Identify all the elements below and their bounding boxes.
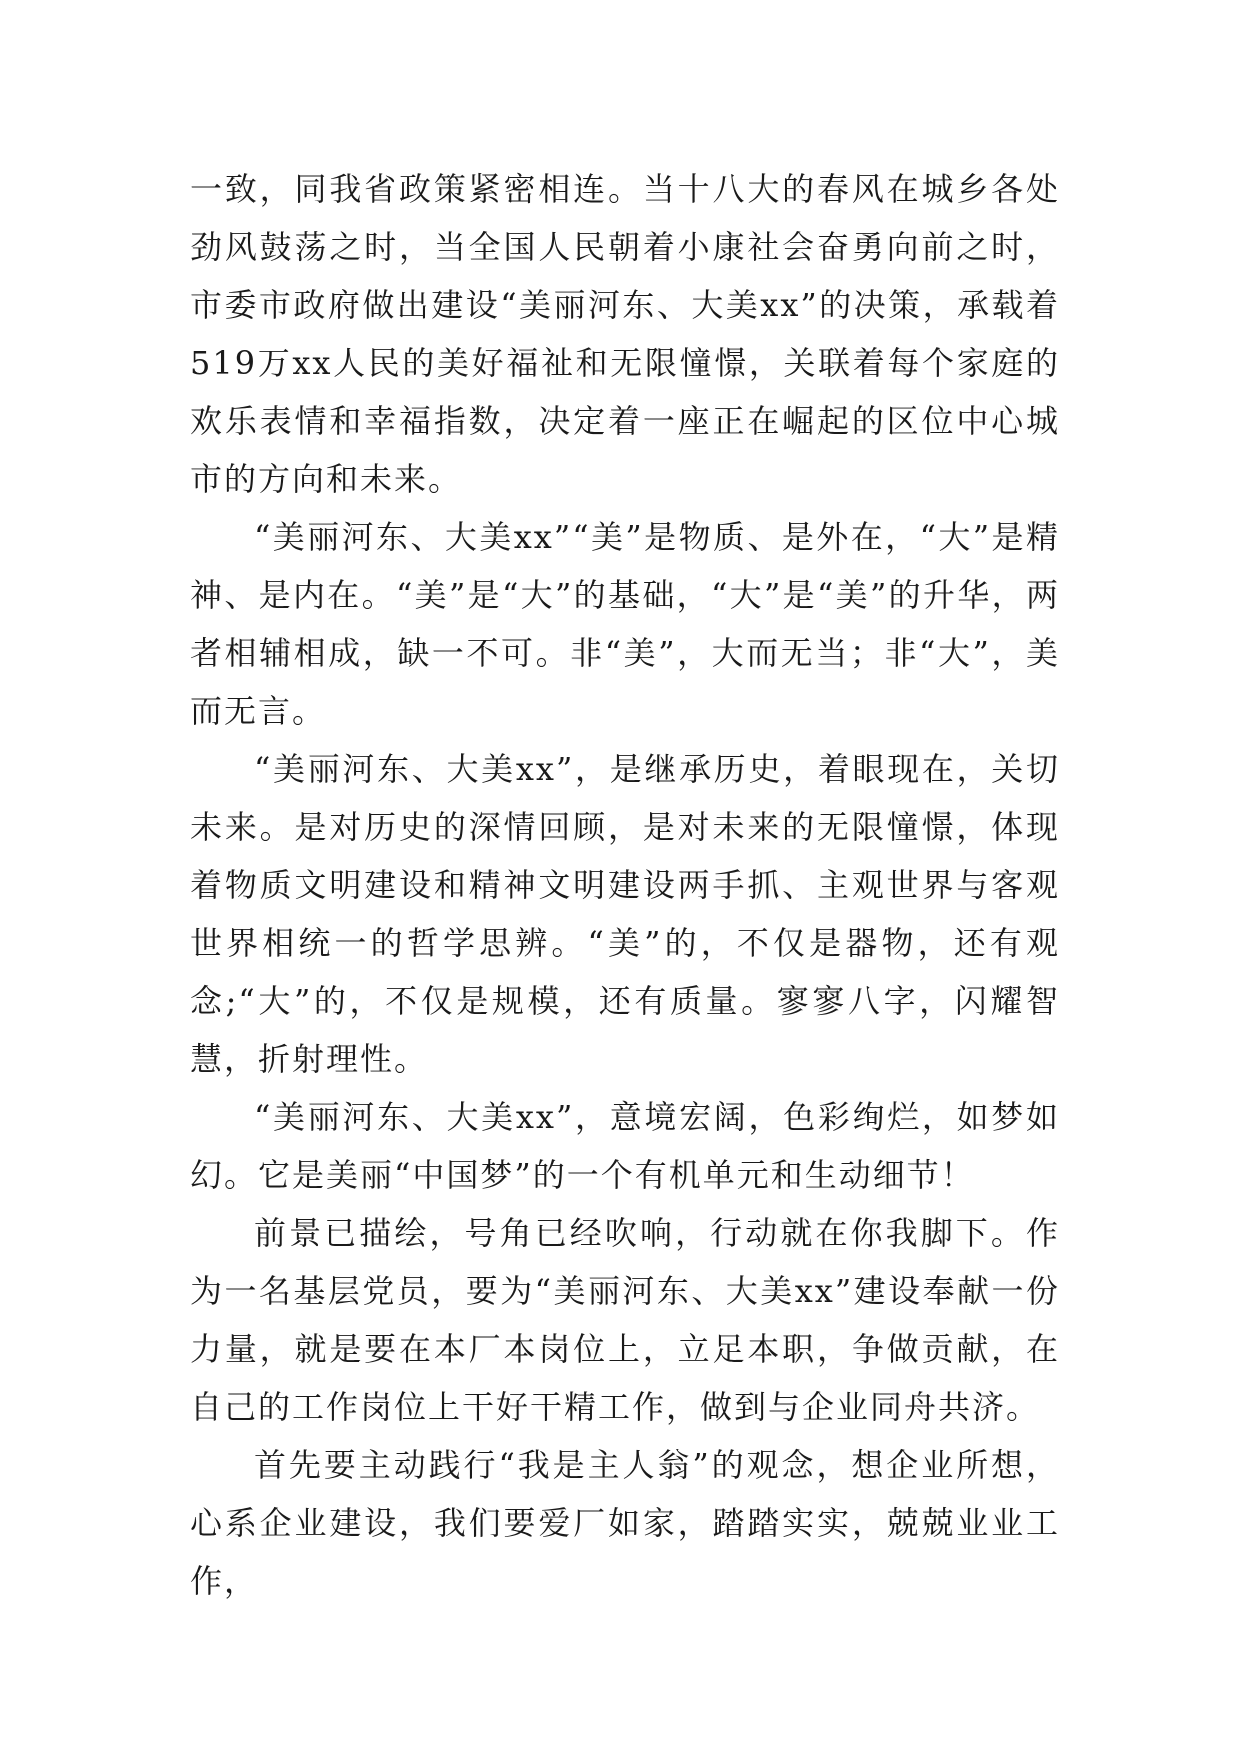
document-body [190,160,1060,1610]
paragraph-1: 一致，同我省政策紧密相连。当十八大的春风在城乡各处劲风鼓荡之时，当全国人民朝着小康社会奋勇向前之时，市委市政府做出建设“美丽河东、大美xx”的决策，承载着519万xx人民的美好福祉和无限憧憬，关联着每个家庭的欢乐表情和幸福指数，决定着一座正在崛起的区位中心城市的方向和未来。 [190,170,1060,498]
paragraph-3: “美丽河东、大美xx”，是继承历史，着眼现在，关切未来。是对历史的深情回顾，是对未来的无限憧憬，体现着物质文明建设和精神文明建设两手抓、主观世界与客观世界相统一的哲学思辨。“美”的，不仅是器物，还有观念;“大”的，不仅是规模，还有质量。寥寥八字，闪耀智慧，折射理性。 [190,750,1060,1078]
paragraph-2: “美丽河东、大美xx”“美”是物质、是外在，“大”是精神、是内在。“美”是“大”的基础，“大”是“美”的升华，两者相辅相成，缺一不可。非“美”，大而无当；非“大”，美而无言。 [190,518,1060,730]
paragraph-6: 首先要主动践行“我是主人翁”的观念，想企业所想，心系企业建设，我们要爱厂如家，踏踏实实，兢兢业业工作， [190,1446,1060,1600]
paragraph-5: 前景已描绘，号角已经吹响，行动就在你我脚下。作为一名基层党员，要为“美丽河东、大美xx”建设奉献一份力量，就是要在本厂本岗位上，立足本职，争做贡献，在自己的工作岗位上干好干精工作，做到与企业同舟共济。 [190,1214,1060,1426]
paragraph-4: “美丽河东、大美xx”，意境宏阔，色彩绚烂，如梦如幻。它是美丽“中国梦”的一个有机单元和生动细节！ [190,1098,1060,1194]
